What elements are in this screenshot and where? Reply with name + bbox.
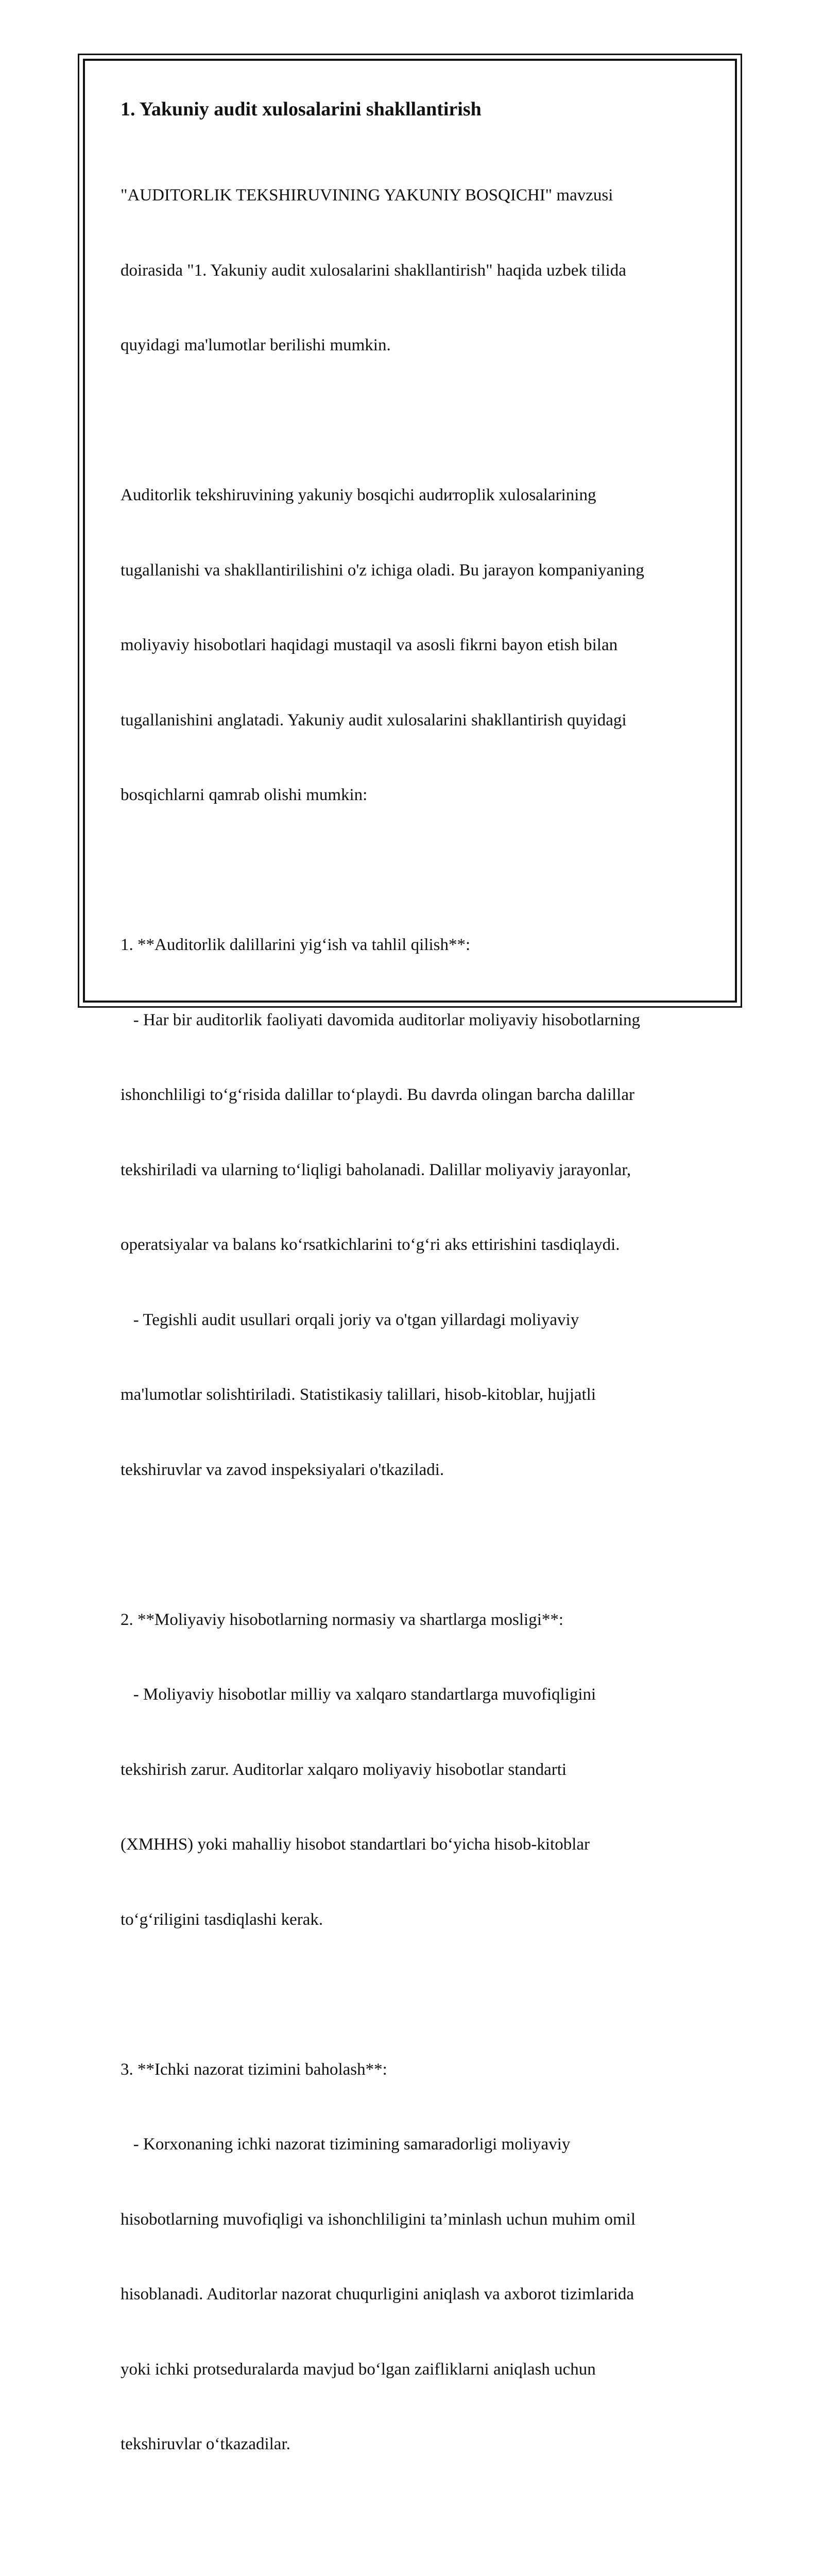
list-item-evidence: [121, 883, 713, 1532]
paragraph-overview: [121, 433, 713, 858]
text-line: hisobotlarning muvofiqligi va ishonchliligini ta’minlash uchun muhim omil: [121, 2210, 636, 2229]
text-line: - Har bir auditorlik faoliyati davomida auditorlar moliyaviy hisobotlarning: [121, 1010, 641, 1029]
text-line: "AUDITORLIK TEKSHIRUVINING YAKUNIY BOSQICHI" mavzusi: [121, 186, 613, 205]
text-line: 1. **Auditorlik dalillarini yig‘ish va tahlil qilish**:: [121, 936, 471, 954]
text-line: Auditorlik tekshiruvining yakuniy bosqichi audиторlik xulosalarining: [121, 486, 596, 504]
text-line: doirasida "1. Yakuniy audit xulosalarini shakllantirish" haqida uzbek tilida: [121, 261, 626, 280]
list-item-errors-fraud: [121, 2532, 713, 2576]
text-line: - Tegishli audit usullari orqali joriy va o'tgan yillardagi moliyaviy: [121, 1310, 579, 1329]
list-item-internal-control: [121, 2007, 713, 2507]
text-line: hisoblanadi. Auditorlar nazorat chuqurligini aniqlash va axborot tizimlarida: [121, 2285, 634, 2303]
text-line: (XMHHS) yoki mahalliy hisobot standartlari bo‘yicha hisob-kitoblar: [121, 1835, 590, 1854]
section-heading: 1. Yakuniy audit xulosalarini shakllantirish: [121, 98, 482, 120]
text-line: operatsiyalar va balans ko‘rsatkichlarini to‘g‘ri aks ettirishini tasdiqlaydi.: [121, 1235, 620, 1254]
text-line: - Korxonaning ichki nazorat tizimining samaradorligi moliyaviy: [121, 2135, 571, 2154]
text-line: tekshiriladi va ularning to‘liqligi baholanadi. Dalillar moliyaviy jarayonlar,: [121, 1160, 631, 1179]
text-line: tekshiruvlar o‘tkazadilar.: [121, 2435, 290, 2453]
text-line: yoki ichki protseduralarda mavjud bo‘lgan zaifliklarni aniqlash uchun: [121, 2360, 596, 2379]
text-line: - Moliyaviy hisobotlar milliy va xalqaro standartlarga muvofiqligini: [121, 1685, 596, 1704]
text-line: bosqichlarni qamrab olishi mumkin:: [121, 786, 368, 804]
list-item-compliance: [121, 1557, 713, 1982]
text-line: to‘g‘riligini tasdiqlashi kerak.: [121, 1910, 323, 1929]
text-line: tekshirish zarur. Auditorlar xalqaro moliyaviy hisobotlar standarti: [121, 1760, 567, 1779]
text-line: 3. **Ichki nazorat tizimini baholash**:: [121, 2060, 387, 2079]
text-line: tekshiruvlar va zavod inspeksiyalari o'tkaziladi.: [121, 1460, 444, 1479]
document-body: [121, 96, 713, 2576]
text-line: tugallanishini anglatadi. Yakuniy audit xulosalarini shakllantirish quyidagi: [121, 710, 627, 730]
paragraph-intro: [121, 133, 713, 408]
text-line: 2. **Moliyaviy hisobotlarning normasiy va shartlarga mosligi**:: [121, 1610, 564, 1629]
text-line: quyidagi ma'lumotlar berilishi mumkin.: [121, 336, 391, 354]
text-line: moliyaviy hisobotlari haqidagi mustaqil va asosli fikrni bayon etish bilan: [121, 636, 618, 654]
text-line: ma'lumotlar solishtiriladi. Statistikasiy talillari, hisob-kitoblar, hujjatli: [121, 1385, 596, 1404]
text-line: tugallanishi va shakllantirilishini o'z ichiga oladi. Bu jarayon kompaniyaning: [121, 561, 644, 580]
text-line: ishonchliligi to‘g‘risida dalillar to‘playdi. Bu davrda olingan barcha dalillar: [121, 1086, 634, 1104]
